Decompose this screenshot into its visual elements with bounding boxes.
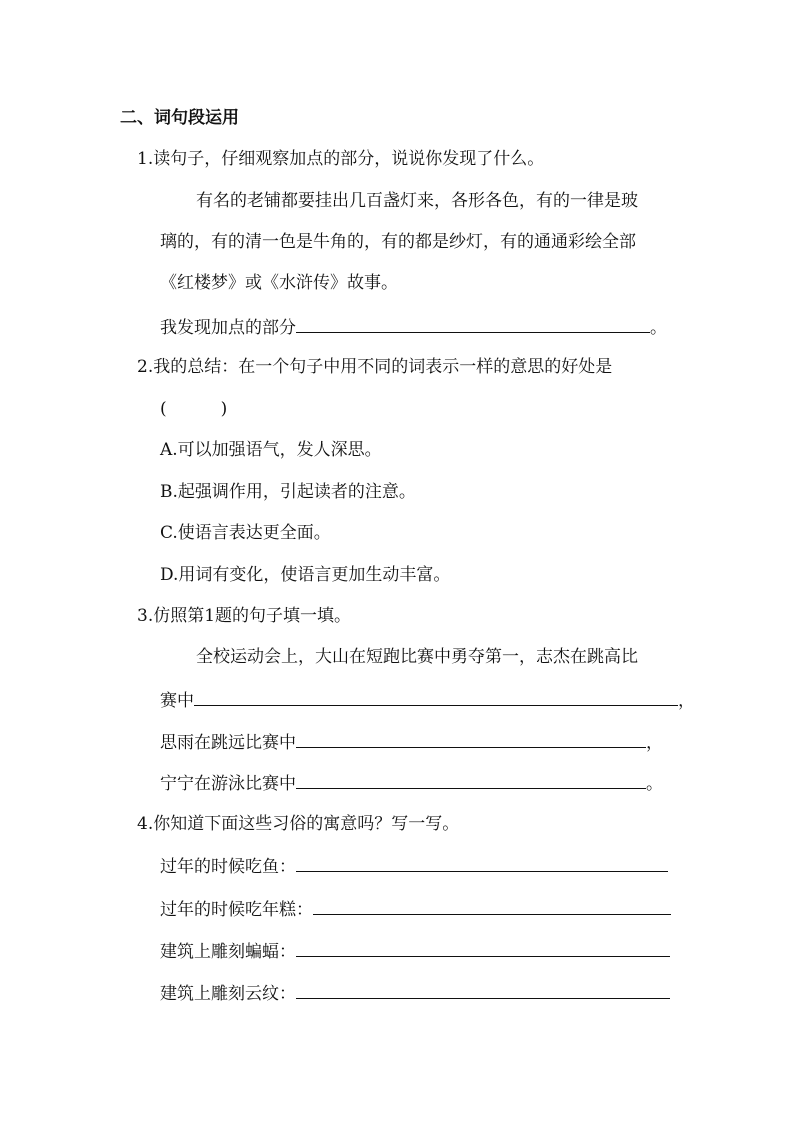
q1-prompt: 1.读句子，仔细观察加点的部分，说说你发现了什么。: [137, 149, 545, 169]
q3-row-3: [160, 770, 663, 796]
q3-row-2: [160, 729, 663, 755]
q2-option-b: B.起强调作用，引起读者的注意。: [160, 482, 416, 502]
q4-item-3: [160, 938, 670, 964]
q3-row-3-end: 。: [646, 774, 663, 794]
q3-row-1-label: 赛中: [160, 691, 194, 711]
q4-item-1: [160, 853, 668, 879]
q1-passage-line-1: 有名的老铺都要挂出几百盏灯来，各形各色，有的一律是玻: [196, 191, 638, 211]
q2-prompt: 2.我的总结：在一个句子中用不同的词表示一样的意思的好处是: [137, 357, 613, 377]
q3-row-3-label: 宁宁在游泳比赛中: [160, 774, 296, 794]
q3-lead: 全校运动会上，大山在短跑比赛中勇夺第一，志杰在跳高比: [196, 647, 638, 667]
q3-row-1: [160, 687, 695, 713]
q2-option-a: A.可以加强语气，发人深思。: [160, 440, 382, 460]
q2-answer-paren[interactable]: [160, 397, 227, 421]
q1-answer-row: [160, 314, 667, 340]
q1-answer-end: 。: [650, 318, 667, 338]
q4-item-1-blank[interactable]: [296, 853, 668, 872]
q3-row-3-blank[interactable]: [296, 770, 646, 789]
q1-answer-blank[interactable]: [296, 314, 650, 333]
q2-option-c: C.使语言表达更全面。: [160, 523, 331, 543]
q4-item-2-label: 过年的时候吃年糕：: [160, 900, 313, 920]
q2-option-d: D.用词有变化，使语言更加生动丰富。: [160, 565, 451, 585]
q4-item-4-label: 建筑上雕刻云纹：: [160, 984, 296, 1004]
q3-row-2-end: ，: [646, 733, 663, 753]
q4-item-2-blank[interactable]: [313, 896, 671, 915]
q1-answer-label: 我发现加点的部分: [160, 318, 296, 338]
q3-row-1-blank[interactable]: [194, 687, 678, 706]
q4-item-4-blank[interactable]: [296, 980, 670, 999]
q3-row-2-label: 思雨在跳远比赛中: [160, 733, 296, 753]
q3-prompt: 3.仿照第1题的句子填一填。: [137, 606, 352, 626]
q1-passage-line-2: 璃的，有的清一色是牛角的，有的都是纱灯，有的通通彩绘全部: [160, 232, 636, 252]
q4-prompt: 4.你知道下面这些习俗的寓意吗？写一写。: [137, 814, 460, 834]
section-title: 二、词句段运用: [120, 108, 239, 128]
q4-item-4: [160, 980, 670, 1006]
q1-passage-line-3: 《红楼梦》或《水浒传》故事。: [160, 273, 398, 293]
q4-item-2: [160, 896, 671, 922]
q4-item-3-blank[interactable]: [296, 938, 670, 957]
q4-item-1-label: 过年的时候吃鱼：: [160, 857, 296, 877]
q4-item-3-label: 建筑上雕刻蝙蝠：: [160, 942, 296, 962]
q3-row-2-blank[interactable]: [296, 729, 646, 748]
q2-paren: ( ): [160, 399, 228, 419]
q3-row-1-end: ，: [678, 691, 695, 711]
